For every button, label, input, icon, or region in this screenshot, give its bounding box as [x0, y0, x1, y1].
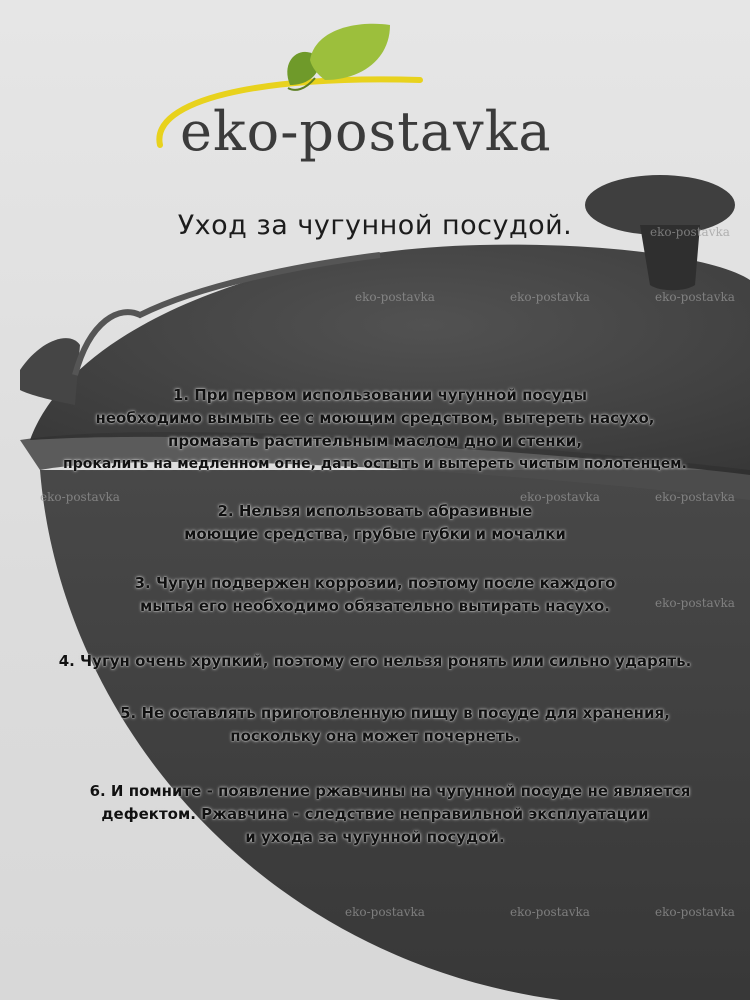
tip-line: моющие средства, грубые губки и мочалки: [184, 525, 566, 543]
tip-line: 4. Чугун очень хрупкий, поэтому его нельзя ронять или сильно ударять.: [58, 652, 692, 670]
tip-line: 3. Чугун подвержен коррозии, поэтому после каждого: [134, 574, 616, 592]
brand-logo: [140, 20, 590, 170]
tip-line: поскольку она может почернеть.: [230, 727, 520, 745]
watermark: eko-postavka: [345, 905, 425, 919]
tip-line: и ухода за чугунной посудой.: [245, 828, 505, 846]
watermark: eko-postavka: [655, 490, 735, 504]
watermark: eko-postavka: [655, 905, 735, 919]
watermark: eko-postavka: [510, 905, 590, 919]
tip-line: мытья его необходимо обязательно вытирать насухо.: [140, 597, 610, 615]
tip-line: промазать растительным маслом дно и стенки,: [167, 432, 583, 450]
tip-line: прокалить на медленном огне, дать остыть и вытереть чистым полотенцем.: [63, 456, 687, 472]
tip-line: 5. Не оставлять приготовленную пищу в посуде для хранения,: [120, 704, 670, 722]
care-tip-1: [0, 384, 750, 476]
care-tip-5: [0, 702, 750, 748]
tip-line: 6. И помните - появление ржавчины на чугунной посуде не является: [89, 782, 691, 800]
care-tip-2: [0, 500, 750, 546]
tip-line: необходимо вымыть ее с моющим средством, вытереть насухо,: [95, 409, 655, 427]
watermark: eko-postavka: [655, 596, 735, 610]
watermark: eko-postavka: [655, 290, 735, 304]
watermark: eko-postavka: [510, 290, 590, 304]
watermark: eko-postavka: [650, 225, 730, 239]
watermark: eko-postavka: [40, 490, 120, 504]
tip-line: дефектом. Ржавчина - следствие неправильной эксплуатации: [101, 805, 649, 823]
care-tip-3: [0, 572, 750, 618]
care-tip-4: [0, 650, 750, 673]
care-tip-6: [0, 780, 750, 849]
logo-text: eko-postavka: [180, 100, 552, 163]
tip-line: 1. При первом использовании чугунной посуды: [172, 386, 588, 404]
watermark: eko-postavka: [520, 490, 600, 504]
watermark: eko-postavka: [355, 290, 435, 304]
page-title: Уход за чугунной посудой.: [177, 210, 573, 241]
tip-line: 2. Нельзя использовать абразивные: [217, 502, 533, 520]
leaf-icon: [310, 24, 390, 80]
